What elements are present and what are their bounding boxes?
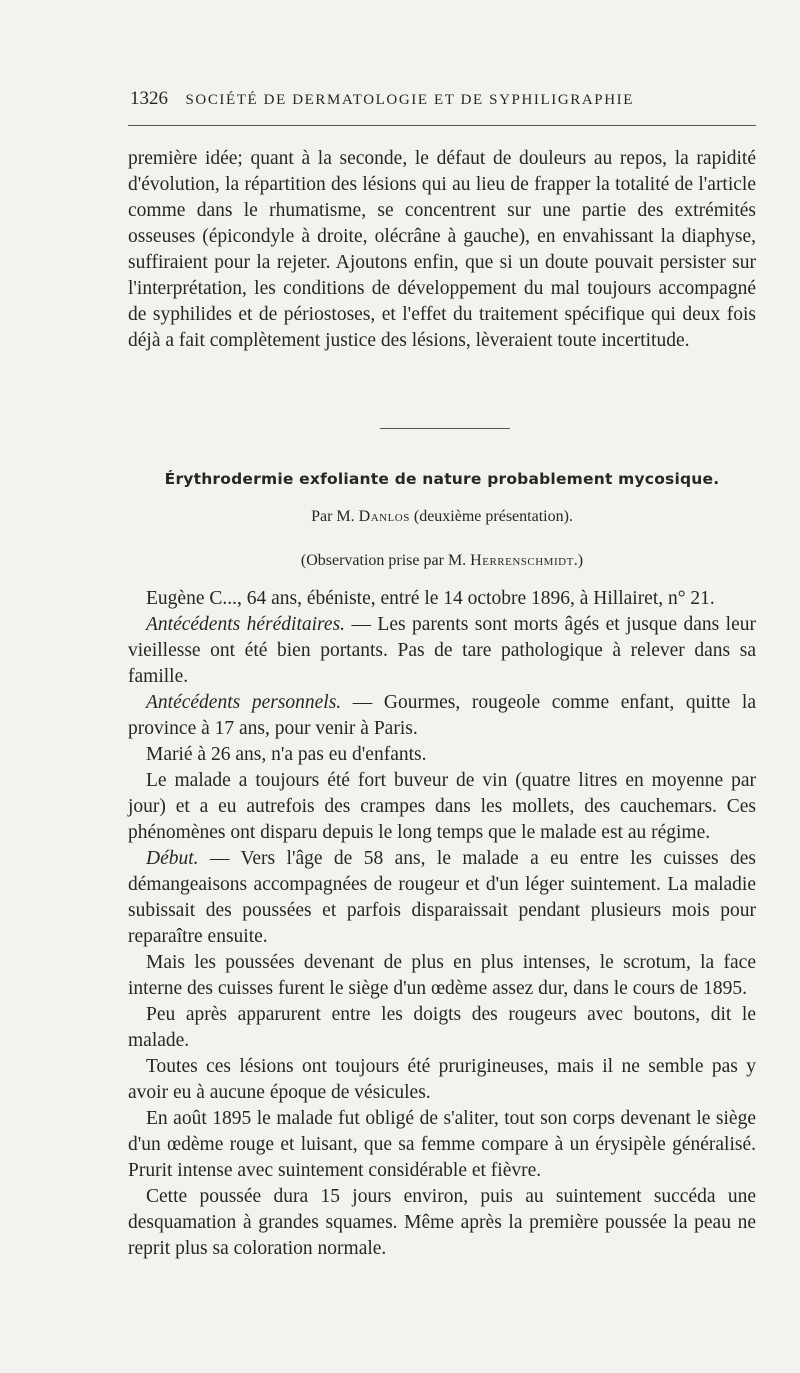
paragraph-text: Toutes ces lésions ont toujours été prurigineuses, mais il ne semble pas y avoir eu à aucune époque de vésicules.	[128, 1056, 756, 1103]
article-title: Érythrodermie exfoliante de nature probablement mycosique.	[164, 470, 720, 488]
page-number: 1326	[130, 88, 168, 109]
paragraph	[128, 690, 756, 742]
paragraph-label: Début.	[146, 848, 199, 869]
observation-author: Herrenschmidt	[470, 552, 574, 569]
paragraph-text: Le malade a toujours été fort buveur de vin (quatre litres en moyenne par jour) et a eu autrefois des crampes dans les mollets, des cauchemars. Ces phénomènes ont disparu depuis le long temps que le malade est au régime.	[128, 770, 756, 843]
paragraph	[128, 950, 756, 1002]
paragraph-text: — Gourmes, rougeole comme enfant, quitte la province à 17 ans, pour venir à Paris.	[128, 692, 756, 739]
paragraph	[128, 768, 756, 846]
paragraph	[128, 742, 756, 768]
paragraph	[128, 1106, 756, 1184]
journal-title: SOCIÉTÉ DE DERMATOLOGIE ET DE SYPHILIGRAPHIE	[185, 92, 635, 108]
paragraph-text: Marié à 26 ans, n'a pas eu d'enfants.	[146, 744, 427, 765]
paragraph-text: Peu après apparurent entre les doigts des rougeurs avec boutons, dit le malade.	[128, 1004, 756, 1051]
section-separator	[380, 428, 510, 429]
byline-author: Danlos	[358, 508, 410, 525]
paragraph-text: — Les parents sont morts âgés et jusque dans leur vieillesse ont été bien portants. Pas de tare pathologique à relever dans sa famille.	[128, 614, 756, 687]
paragraph-text: Mais les poussées devenant de plus en plus intenses, le scrotum, la face interne des cuisses furent le siège d'un œdème assez dur, dans le cours de 1895.	[128, 952, 756, 999]
paragraph-text: Eugène C..., 64 ans, ébéniste, entré le 14 octobre 1896, à Hillairet, n° 21.	[146, 588, 715, 609]
observation-suffix: .)	[573, 552, 584, 569]
paragraph	[128, 1054, 756, 1106]
paragraph	[128, 846, 756, 950]
paragraph	[128, 612, 756, 690]
byline	[128, 508, 756, 526]
byline-suffix: (deuxième présentation).	[413, 508, 573, 525]
continued-text: première idée; quant à la seconde, le défaut de douleurs au repos, la rapidité d'évolution, la répartition des lésions qui au lieu de frapper la totalité de l'article comme dans le rhumatisme, se concentrent sur une partie des extrémités osseuses (épicondyle à droite, olécrâne à gauche), en envahissant la diaphyse, suffiraient pour la rejeter. Ajoutons enfin, que si un doute pouvait persister sur l'interprétation, les conditions de développement du mal toujours accompagné de syphilides et de périostoses, et l'effet du traitement spécifique qui deux fois déjà a fait complètement justice des lésions, lèveraient toute incertitude.	[128, 148, 756, 351]
paragraph-text: En août 1895 le malade fut obligé de s'aliter, tout son corps devenant le siège d'un œdème rouge et luisant, que sa femme compare à un érysipèle généralisé. Prurit intense avec suintement considérable et fièvre.	[128, 1108, 756, 1181]
paragraph	[128, 1002, 756, 1054]
running-header	[130, 88, 760, 110]
paragraph	[128, 586, 756, 612]
header-rule	[128, 125, 756, 126]
paragraph-text: — Vers l'âge de 58 ans, le malade a eu entre les cuisses des démangeaisons accompagnées de rougeur et d'un léger suintement. La maladie subissait des poussées et parfois disparaissait pendant plusieurs mois pour reparaître ensuite.	[128, 848, 756, 947]
case-report	[128, 586, 756, 1262]
paragraph-text: Cette poussée dura 15 jours environ, puis au suintement succéda une desquamation à grandes squames. Même après la première poussée la peau ne reprit plus sa coloration normale.	[128, 1186, 756, 1259]
observation-credit	[128, 552, 756, 570]
paragraph	[128, 1184, 756, 1262]
paragraph-label: Antécédents héréditaires.	[146, 614, 346, 635]
observation-prefix: (Observation prise par M.	[300, 552, 467, 569]
byline-prefix: Par M.	[311, 508, 355, 525]
continued-paragraph	[128, 146, 756, 354]
paragraph-label: Antécédents personnels.	[146, 692, 342, 713]
